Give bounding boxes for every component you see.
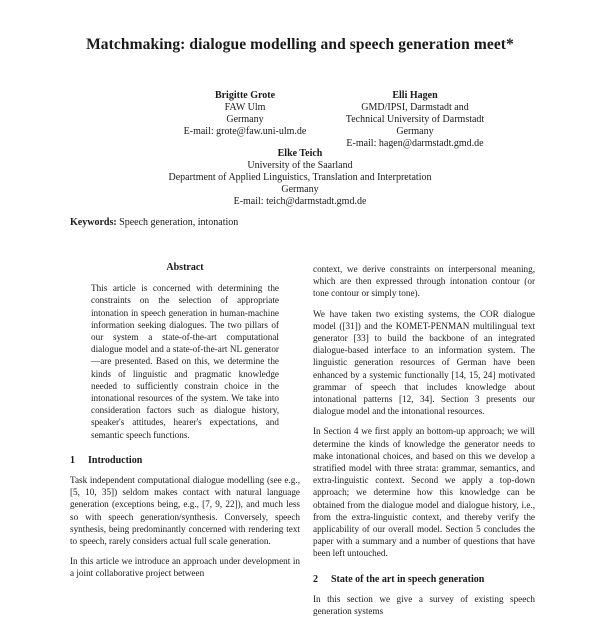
right-column: [313, 263, 535, 617]
author-name: Elli Hagen: [392, 90, 438, 101]
author-affiliation: FAW Ulm: [224, 102, 266, 113]
author-block-grote: [150, 90, 340, 138]
section-number: 2: [313, 573, 318, 585]
section-number: 1: [70, 454, 75, 466]
left-column: [70, 262, 300, 588]
author-email: E-mail: hagen@darmstadt.gmd.de: [346, 138, 484, 149]
section-heading-introduction: [70, 455, 300, 467]
author-email: E-mail: teich@darmstadt.gmd.de: [233, 196, 367, 207]
paragraph: In Section 4 we first apply an bottom-up approach; we will determine the kinds of knowledge the generator needs to make intonational choices, and based on this we develop a stratified model with three strata: grammar, semantics, and extra-linguistic context. Second we apply a top-down approach; we determine how this knowledge can be obtained from the dialogue model and dialogue history, i.e., from the extra-linguistic context, and thereby verify the applicability of our overall model. Section 5 concludes the paper with a summary and a number of questions that have been left untouched.: [313, 426, 535, 559]
paragraph: context, we derive constraints on interpersonal meaning, which are then expressed through intonation contour (or tone contour or simply tone).: [313, 264, 535, 299]
author-email: E-mail: grote@faw.uni-ulm.de: [183, 126, 307, 137]
author-affiliation: GMD/IPSI, Darmstadt and: [361, 102, 469, 113]
paper-title: Matchmaking: dialogue modelling and speech generation meet*: [86, 36, 514, 53]
section-title: State of the art in speech generation: [331, 573, 485, 585]
keywords-label: Keywords:: [70, 217, 117, 228]
author-country: Germany: [281, 184, 319, 195]
author-name: Brigitte Grote: [214, 90, 276, 101]
author-affiliation: University of the Saarland: [247, 160, 353, 171]
paragraph: In this article we introduce an approach under development in a joint collaborative project between: [70, 556, 300, 579]
section-title: Introduction: [88, 454, 143, 466]
keywords-value: Speech generation, intonation: [119, 217, 239, 228]
author-block-hagen: [320, 90, 510, 150]
abstract-heading: Abstract: [166, 262, 204, 273]
paragraph: In this section we give a survey of existing speech generation systems: [313, 593, 535, 617]
paragraph: Task independent computational dialogue modelling (see e.g., [5, 10, 35]) seldom makes contact with natural language generation (exceptions being, e.g., [7, 9, 22]), and much less so with speech generation/synthesis. Conversely, speech synthesis, being predominantly concerned with rendering text to speech, rarely considers actual full scale generation.: [70, 475, 300, 547]
abstract-text: This article is concerned with determining the constraints on the selection of appropriate intonation in speech generation in human-machine information seeking dialogues. The two pillars of our system a state-of-the-art computational dialogue model and a state-of-the-art NL generator—are presented. Based on this, we determine the kinds of linguistic and pragmatic knowledge needed to sufficiently constrain choice in the intonational resources of the system. We take into consideration factors such as dialogue history, speaker's attitudes, hearer's expectations, and semantic speech functions.: [91, 283, 279, 440]
author-country: Germany: [226, 114, 264, 125]
author-affiliation: Department of Applied Linguistics, Translation and Interpretation: [168, 172, 432, 183]
paragraph: We have taken two existing systems, the COR dialogue model ([31]) and the KOMET-PENMAN multilingual text generator [33] to build the backbone of an integrated dialogue-based interface to an information system. The linguistic generation resources of German have been enhanced by a systemic functionally [14, 15, 24] motivated grammar of speech that includes knowledge about intonational patterns [12, 34]. Section 3 presents our dialogue model and the intonational resources.: [313, 308, 535, 417]
author-country: Germany: [396, 126, 434, 137]
section-heading-state-of-the-art: [313, 574, 535, 586]
author-name: Elke Teich: [277, 148, 323, 159]
author-block-teich: [90, 148, 510, 208]
keywords-line: [70, 217, 238, 228]
author-affiliation: Technical University of Darmstadt: [345, 114, 485, 125]
